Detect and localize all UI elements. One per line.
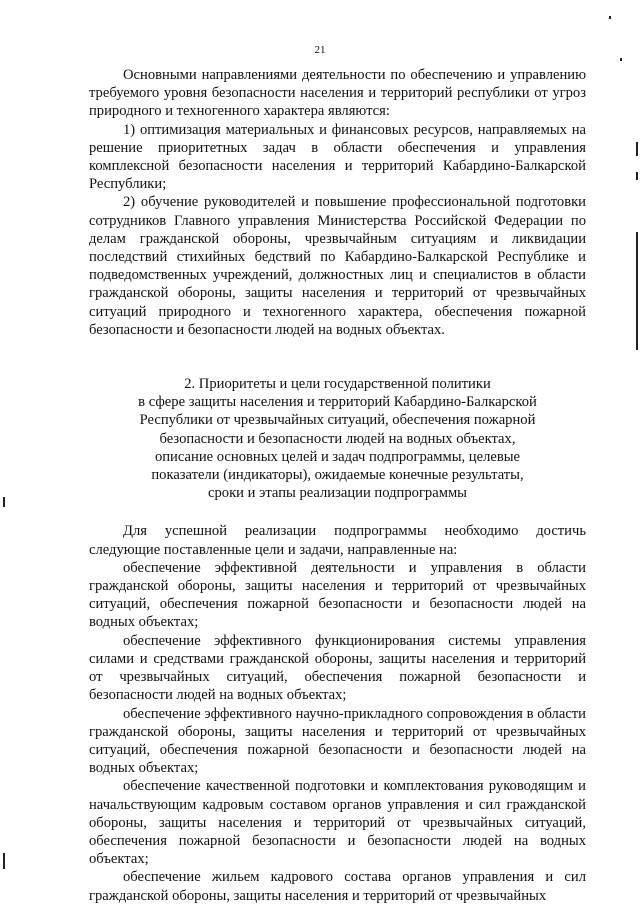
section-heading-line: сроки и этапы реализации подпрограммы [208, 485, 467, 502]
section-heading [89, 375, 586, 502]
section-heading-line: в сфере защиты населения и территорий Кабардино-Балкарской [138, 394, 537, 411]
goal-item: обеспечение эффективного научно-прикладного сопровождения в области гражданской обороны, защиты населения и территорий от чрезвычайных ситуаций, обеспечения пожарной безопасности и безопасности людей на водных объектах; [89, 705, 586, 777]
scan-mark [636, 142, 638, 156]
section-heading-line: показатели (индикаторы), ожидаемые конечные результаты, [151, 467, 524, 484]
goal-item: обеспечение качественной подготовки и комплектования руководящим и начальствующим кадровым составом органов управления и сил гражданской обороны, защиты населения и территорий от чрезвычайных ситуаций, обеспечения пожарной безопасности и безопасности людей на водных объектах; [89, 778, 586, 868]
section-heading-line: Республики от чрезвычайных ситуаций, обеспечения пожарной [139, 412, 536, 429]
section-heading-line: безопасности и безопасности людей на водных объектах, [159, 430, 516, 447]
section-heading-line: 2. Приоритеты и цели государственной политики [184, 376, 491, 393]
scan-mark [620, 58, 622, 61]
scan-mark [3, 497, 5, 507]
scan-mark [3, 853, 5, 869]
page-number: 21 [314, 44, 326, 56]
goal-item: обеспечение эффективного функционирования системы управления силами и средствами гражданской обороны, защиты населения и территорий от чрезвычайных ситуаций, обеспечения пожарной безопасности и безопасности людей на водных объектах; [89, 632, 586, 704]
section-heading-line: описание основных целей и задач подпрограммы, целевые [154, 448, 521, 465]
intro-list-item: 1) оптимизация материальных и финансовых ресурсов, направляемых на решение приоритетных задач в области обеспечения и управления комплексной безопасности населения и территорий Кабардино-Балкарской Республики; [89, 121, 586, 193]
goal-item: обеспечение эффективной деятельности и управления в области гражданской обороны, защиты населения и территорий от чрезвычайных ситуаций, обеспечения пожарной безопасности и безопасности людей на водных объектах; [89, 559, 586, 631]
document-body [89, 66, 586, 905]
goal-item: обеспечение жильем кадрового состава органов управления и сил гражданской обороны, защиты населения и территорий от чрезвычайных [89, 869, 586, 904]
scan-mark [636, 172, 638, 180]
scan-mark [609, 16, 611, 19]
intro-paragraph: Основными направлениями деятельности по обеспечению и управлению требуемого уровня безопасности населения и территорий республики от угроз природного и техногенного характера являются: [89, 67, 586, 120]
scan-mark [636, 232, 638, 350]
section-lead-paragraph: Для успешной реализации подпрограммы необходимо достичь следующие поставленные цели и задачи, направленные на: [89, 523, 586, 558]
intro-list-item: 2) обучение руководителей и повышение профессиональной подготовки сотрудников Главного управления Министерства Российской Федерации по делам гражданской обороны, чрезвычайным ситуациям и ликвидации последствий стихийных бедствий по Кабардино-Балкарской Республике и подведомственных учреждений, должностных лиц и специалистов в области гражданской обороны, защиты населения и территорий от чрезвычайных ситуаций природного и техногенного характера, обеспечения пожарной безопасности и безопасности людей на водных объектах. [89, 194, 586, 338]
